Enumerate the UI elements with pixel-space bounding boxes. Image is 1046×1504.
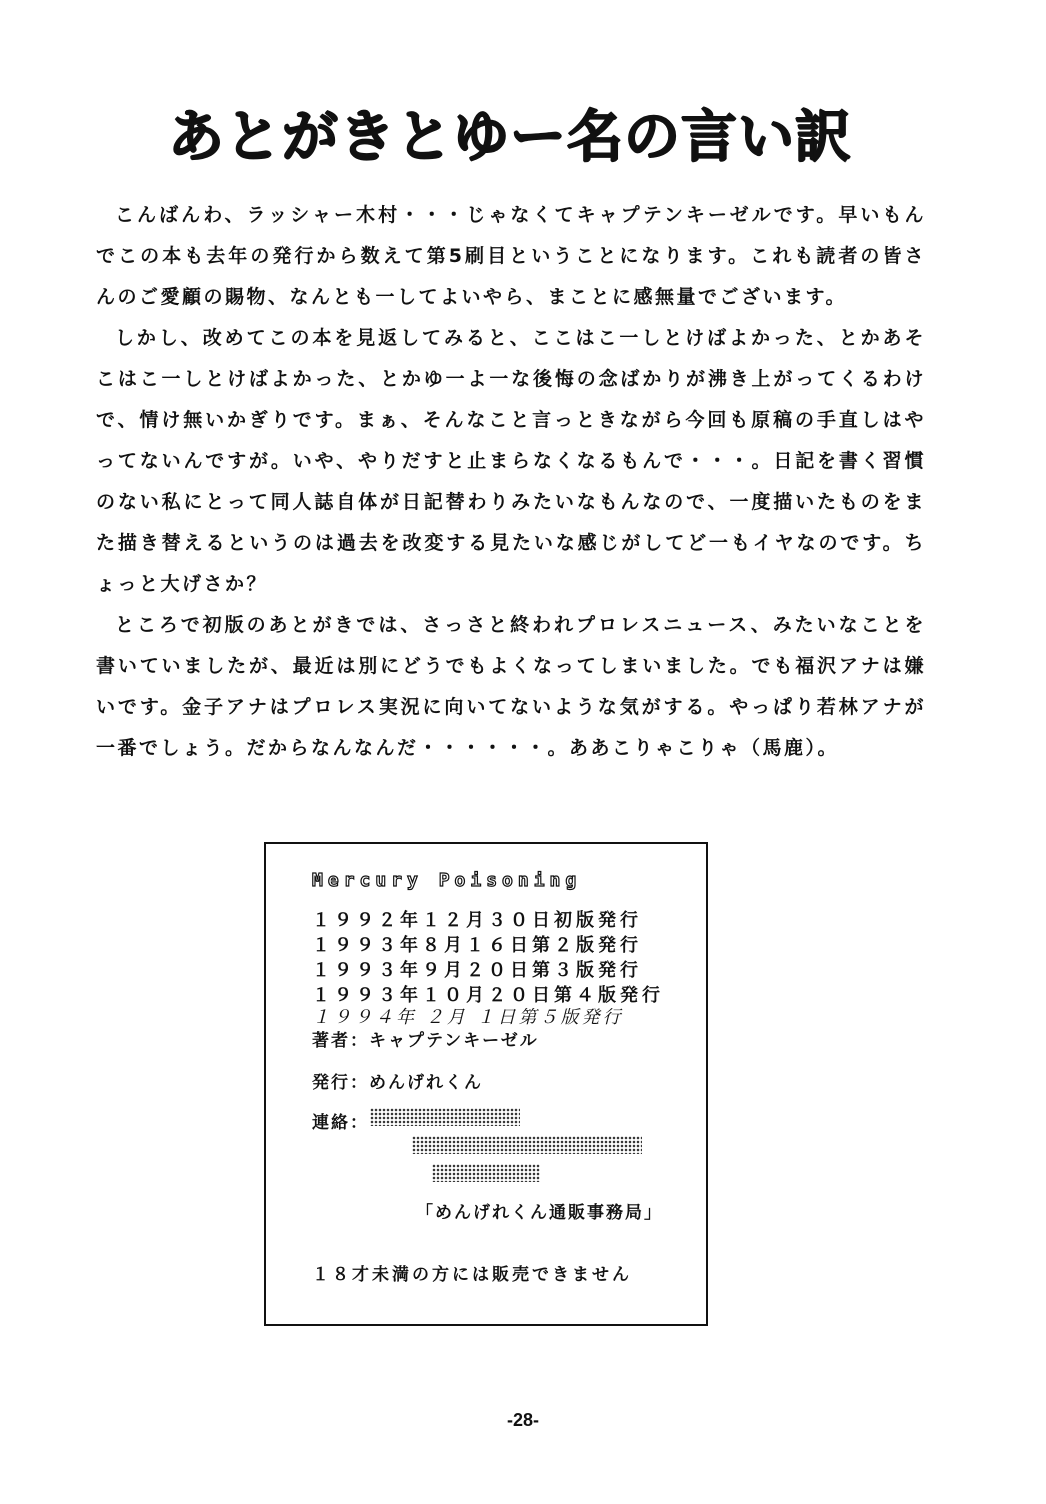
publisher-line: 発行：めんげれくん — [312, 1073, 483, 1093]
edition-line-handwritten: １９９４年 ２月 １日第５版発行 — [312, 1007, 624, 1028]
paragraph: こんばんわ、ラッシャー木村・・・じゃなくてキャプテンキーゼルです。早いもんでこの本も去年の発行から数えて第5刷目ということになります。これも読者の皆さんのご愛顧の賜物、なんとも一してよいやら、まことに感無量でございます。 — [96, 204, 926, 308]
paragraph: ところで初版のあとがきでは、さっさと終われプロレスニュース、みたいなことを書いていましたが、最近は別にどうでもよくなってしまいました。でも福沢アナは嫌いです。金子アナはプロレス実況に向いてないような気がする。やっぱり若林アナが一番でしょう。だからなんなんだ・・・・・・。ああこりゃこりゃ（馬鹿）。 — [96, 614, 926, 759]
paragraph: しかし、改めてこの本を見返してみると、ここはこ一しとけばよかった、とかあそこはこ一しとけばよかった、とかゆ一よ一な後悔の念ばかりが沸き上がってくるわけで、情け無いかぎりです。まぁ、そんなこと言っときながら今回も原稿の手直しはやってないんですが。いや、やりだすと止まらなくなるもんで・・・。日記を書く習慣のない私にとって同人誌自体が日記替わりみたいなもんなので、一度描いたものをまた描き替えるというのは過去を改変する見たいな感じがしてど一もイヤなのです。ちょっと大げさか？ — [96, 327, 926, 595]
edition-line: １９９３年１０月２０日第４版発行 — [312, 985, 664, 1006]
page-title: あとがきとゆー名の言い訳 — [168, 105, 852, 170]
mail-order-office: 「めんげれくん通販事務局」 — [416, 1203, 663, 1223]
edition-line: １９９３年８月１６日第２版発行 — [312, 935, 642, 956]
redacted-contact-name — [370, 1108, 520, 1126]
edition-line: １９９２年１２月３０日初版発行 — [312, 910, 642, 931]
edition-list — [312, 908, 664, 1028]
colophon-box — [264, 842, 708, 1326]
contact-label: 連絡： — [312, 1113, 369, 1133]
age-restriction-notice: １８才未満の方には販売できません — [312, 1265, 632, 1285]
author-line: 著者：キャプテンキーゼル — [312, 1031, 539, 1051]
book-title: Mercury Poisoning — [312, 870, 582, 891]
page-number: -28- — [506, 1410, 539, 1430]
afterword-body — [96, 195, 926, 769]
redacted-address-line — [432, 1164, 540, 1182]
redacted-address-line — [412, 1136, 642, 1154]
edition-line: １９９３年９月２０日第３版発行 — [312, 960, 642, 981]
